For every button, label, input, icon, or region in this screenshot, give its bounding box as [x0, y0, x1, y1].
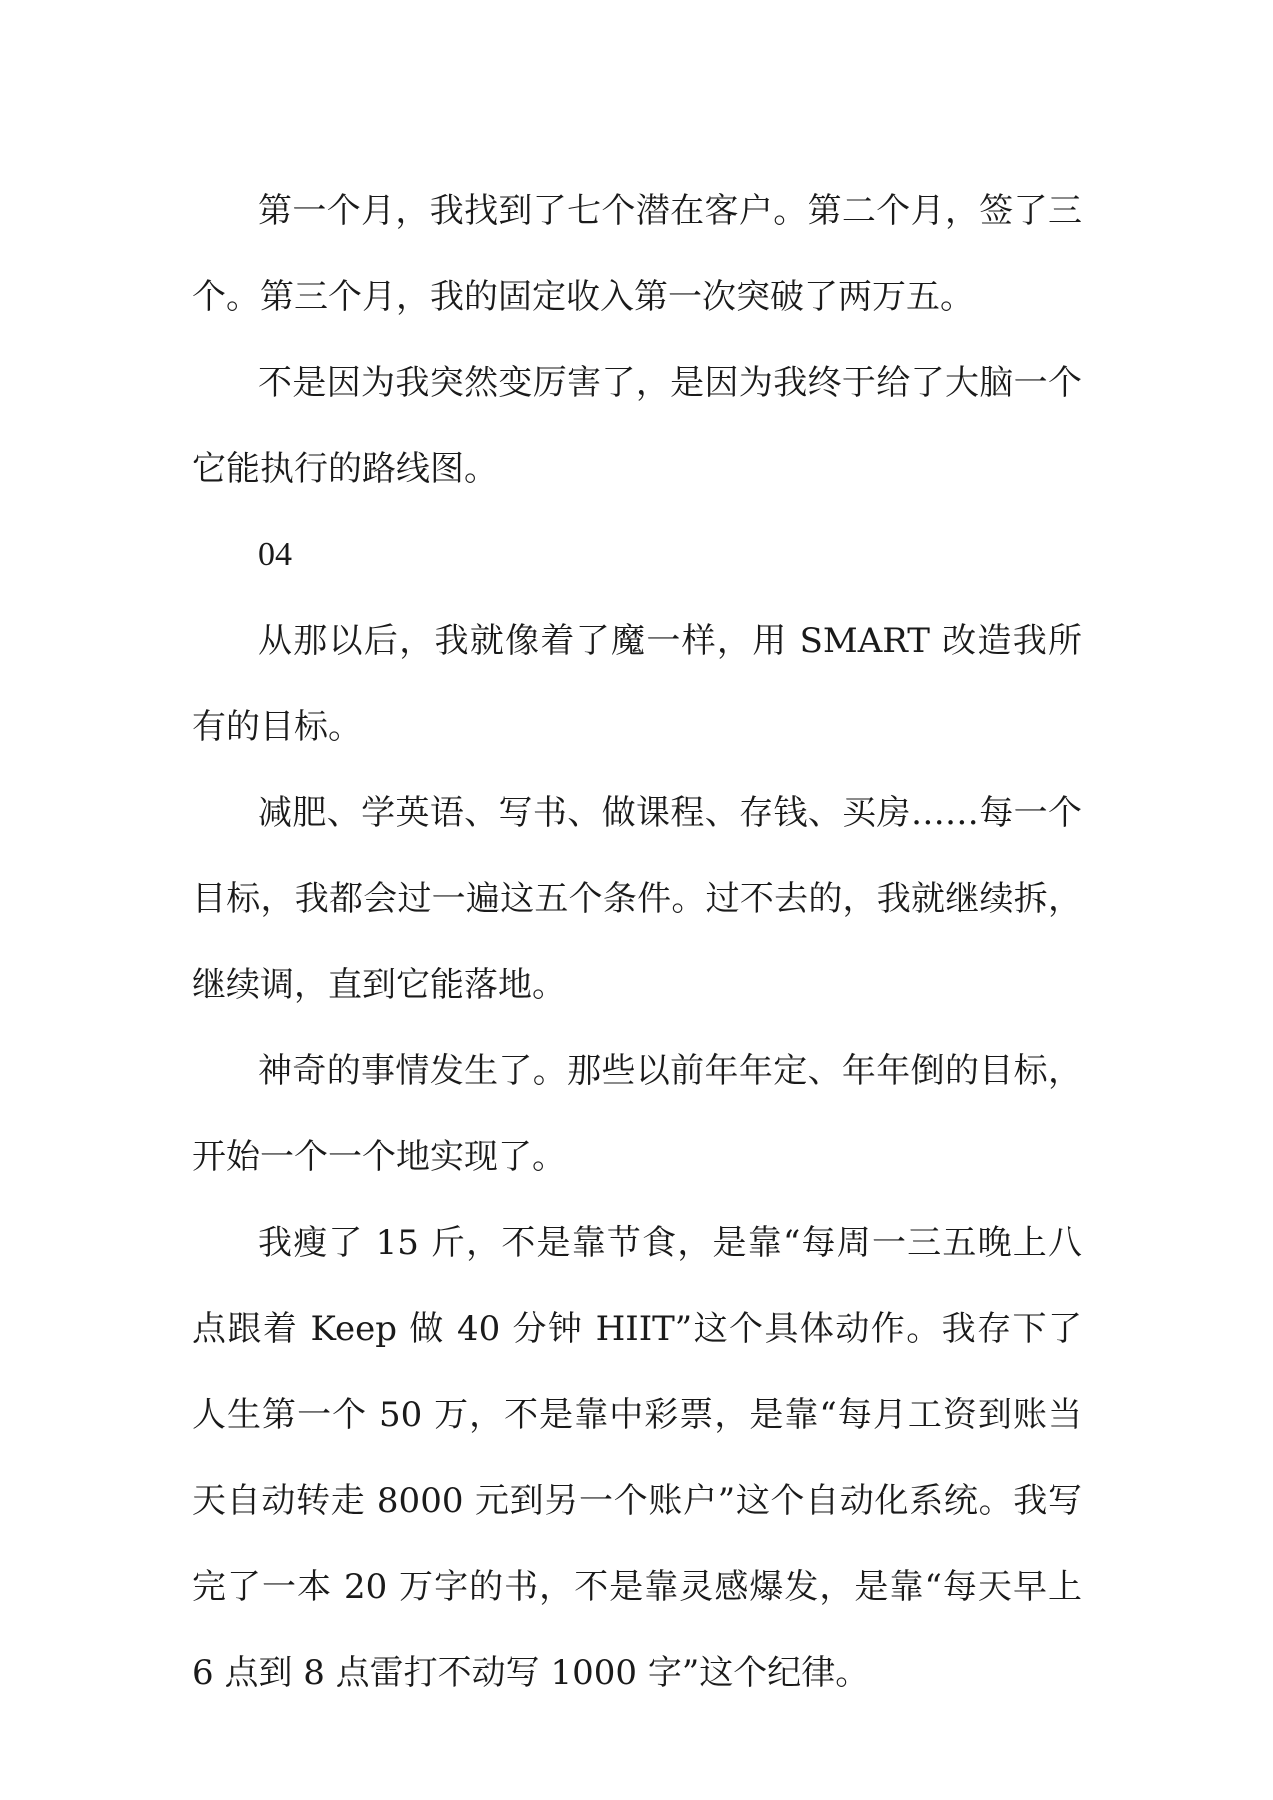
paragraph-first-month: 第一个月，我找到了七个潜在客户。第二个月，签了三个。第三个月，我的固定收入第一次突破了两万五。 — [192, 191, 1082, 317]
body-text — [192, 168, 1082, 1716]
paragraph-smart: 从那以后，我就像着了魔一样，用 SMART 改造我所有的目标。 — [192, 621, 1082, 747]
paragraph-roadmap: 不是因为我突然变厉害了，是因为我终于给了大脑一个它能执行的路线图。 — [192, 363, 1082, 489]
paragraph-results: 我瘦了 15 斤，不是靠节食，是靠“每周一三五晚上八点跟着 Keep 做 40 分钟 HIIT”这个具体动作。我存下了人生第一个 50 万，不是靠中彩票，是靠“每月工资到账当天自动转走 8000 元到另一个账户”这个自动化系统。我写完了一本 20 万字的书，不是靠灵感爆发，是靠“每天早上 6 点到 8 点雷打不动写 1000 字”这个纪律。 — [192, 1223, 1082, 1693]
paragraph-goals-list: 减肥、学英语、写书、做课程、存钱、买房……每一个目标，我都会过一遍这五个条件。过不去的，我就继续拆，继续调，直到它能落地。 — [192, 793, 1082, 1005]
section-number: 04 — [258, 536, 292, 573]
paragraph-magic: 神奇的事情发生了。那些以前年年定、年年倒的目标，开始一个一个地实现了。 — [192, 1051, 1082, 1177]
